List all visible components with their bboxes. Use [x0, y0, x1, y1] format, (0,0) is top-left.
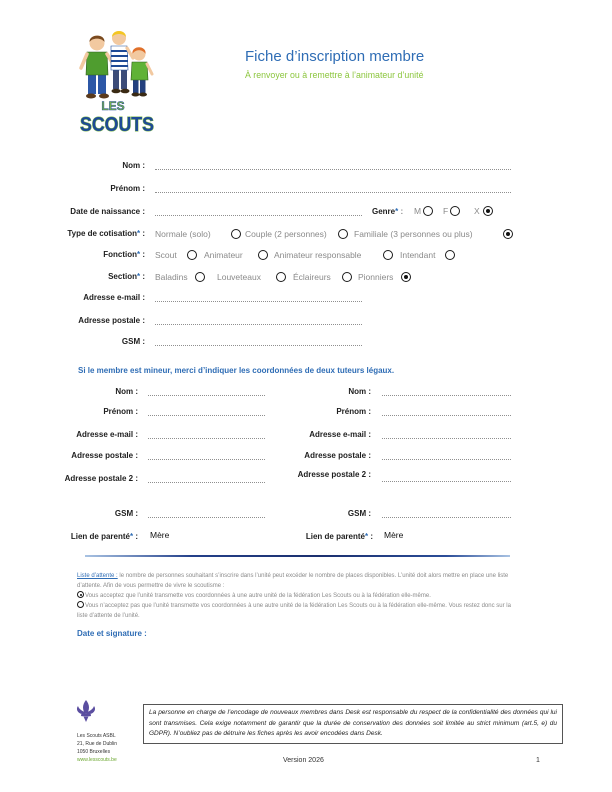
contribution-option-couple-label: Couple (2 personnes) [245, 229, 327, 239]
waiting-list-text: le nombre de personnes souhaitant s’inscrire dans l’unité peut excéder le nombre de places disponibles. L’unité doit alors mettre en place une liste d’attente. Afin de vous permettre de vivre le scoutisme : [77, 573, 509, 589]
guardian-2-first-name-field[interactable] [382, 406, 511, 416]
waiting-list-refuse-radio[interactable] [77, 601, 84, 608]
section-option-pionniers-label: Pionniers [358, 272, 394, 282]
function-option-leader-label: Animateur [204, 250, 243, 260]
label-colon: : [140, 229, 145, 238]
function-option-scout-radio[interactable] [187, 250, 197, 260]
guardian-2-phone-field[interactable] [382, 508, 511, 518]
fleur-de-lis-icon [73, 698, 99, 724]
logo-les-text: LES [101, 99, 125, 113]
guardian-2-address-field[interactable] [382, 450, 511, 460]
page-number: 1 [536, 757, 540, 764]
member-first-name-label: Prénom : [110, 184, 145, 193]
member-email-field[interactable] [155, 292, 362, 302]
gender-option-x-label: X [474, 206, 480, 216]
waiting-list-option-refuse [77, 601, 514, 621]
les-scouts-logo [77, 28, 157, 136]
contribution-option-family-label: Familiale (3 personnes ou plus) [354, 229, 473, 239]
guardian-1-first-name-field[interactable] [148, 406, 265, 416]
section-option-pionniers-radio[interactable] [401, 272, 411, 282]
signature-label: Date et signature : [77, 629, 147, 638]
member-first-name-field[interactable] [155, 183, 511, 193]
guardian-1-email-label: Adresse e-mail : [76, 430, 138, 439]
footer-address [77, 732, 117, 764]
kids-illustration [81, 31, 152, 99]
gender-option-x-radio[interactable] [483, 206, 493, 216]
waiting-list-accept-radio[interactable] [77, 591, 84, 598]
guardian-1-email-field[interactable] [148, 429, 265, 439]
guardian-2-address2-field[interactable] [382, 472, 511, 482]
member-phone-label: GSM : [121, 337, 145, 346]
section-divider [85, 555, 510, 557]
member-name-field[interactable] [155, 160, 511, 170]
guardian-2-email-label: Adresse e-mail : [309, 430, 371, 439]
section-option-eclaireurs-label: Éclaireurs [293, 272, 331, 282]
relation-label-text: Lien de parenté [70, 532, 130, 541]
footer-street: 21, Rue de Dublin [77, 741, 118, 747]
guardian-1-first-name-label: Prénom : [103, 407, 138, 416]
guardian-1-address-field[interactable] [148, 450, 265, 460]
member-phone-field[interactable] [155, 336, 362, 346]
function-option-scout-label: Scout [155, 250, 177, 260]
guardian-1-relation-value[interactable]: Mère [150, 530, 170, 540]
contribution-option-couple-radio[interactable] [338, 229, 348, 239]
function-option-head-leader-radio[interactable] [383, 250, 393, 260]
required-asterisk: * [395, 207, 399, 216]
privacy-notice: La personne en charge de l’encodage de nouveaux membres dans Desk est responsable du respect de la confidentialité des données qui lui sont transmises. Cela exige notamment de garantir que la durée de conservation des données soit limitée au strict minimum (art.5, e) du GDPR). N’oubliez pas de détruire les fiches après les avoir encodées dans Desk. [143, 704, 563, 744]
guardian-2-address-label: Adresse postale : [304, 451, 371, 460]
function-label-text: Fonction [103, 250, 137, 259]
guardian-2-name-field[interactable] [382, 386, 511, 396]
gender-label [372, 207, 403, 217]
contribution-option-family-radio[interactable] [503, 229, 513, 239]
section-option-louveteaux-label: Louveteaux [217, 272, 261, 282]
guardian-2-relation-value[interactable]: Mère [384, 530, 404, 540]
gender-label-text: Genre [372, 207, 396, 216]
waiting-list-accept-label: Vous acceptez que l’unité transmette vos coordonnées à une autre unité de la fédération Les Scouts ou à la fédération elle-même. [85, 593, 431, 599]
relation-label-text: Lien de parenté [305, 532, 365, 541]
guardian-1-name-label: Nom : [115, 387, 138, 396]
label-colon: : [133, 532, 138, 541]
label-colon: : [140, 250, 145, 259]
document-version: Version 2026 [283, 757, 324, 764]
required-asterisk: * [136, 229, 141, 238]
gender-option-m-label: M [414, 206, 422, 216]
guardian-1-name-field[interactable] [148, 386, 265, 396]
member-email-label: Adresse e-mail : [83, 293, 145, 302]
guardian-2-phone-label: GSM : [347, 509, 371, 518]
guardian-2-relation-label [306, 532, 373, 542]
waiting-list-title: Liste d’attente : [77, 573, 118, 579]
gender-option-f-label: F [443, 206, 449, 216]
guardian-2-email-field[interactable] [382, 429, 511, 439]
footer-website-link[interactable]: www.lesscouts.be [77, 757, 117, 763]
gender-option-m-radio[interactable] [423, 206, 433, 216]
form-title: Fiche d’inscription membre [245, 48, 425, 65]
waiting-list-option-accept [77, 591, 514, 601]
guardian-2-first-name-label: Prénom : [336, 407, 371, 416]
required-asterisk: * [136, 272, 141, 281]
guardian-2-name-label: Nom : [348, 387, 371, 396]
label-colon: : [140, 272, 145, 281]
waiting-list-intro [77, 571, 514, 591]
contribution-label-text: Type de cotisation [67, 229, 137, 238]
guardian-1-relation-label [71, 532, 138, 542]
section-option-baladins-label: Baladins [155, 272, 188, 282]
contribution-label [67, 229, 145, 239]
function-label [103, 250, 145, 260]
birth-date-label: Date de naissance : [70, 207, 145, 216]
section-label-text: Section [108, 272, 137, 281]
contribution-option-normal-radio[interactable] [231, 229, 241, 239]
member-address-field[interactable] [155, 315, 362, 325]
guardian-1-address2-label: Adresse postale 2 : [64, 474, 138, 483]
member-name-label: Nom : [122, 161, 145, 170]
waiting-list-block [77, 571, 514, 621]
contribution-option-normal-label: Normale (solo) [155, 229, 211, 239]
section-option-baladins-radio[interactable] [195, 272, 205, 282]
function-option-leader-radio[interactable] [258, 250, 268, 260]
guardians-heading: Si le membre est mineur, merci d’indiquer les coordonnées de deux tuteurs légaux. [78, 366, 395, 375]
birth-date-field[interactable] [155, 206, 362, 216]
guardian-1-address2-field[interactable] [148, 473, 265, 483]
waiting-list-refuse-label: Vous n’acceptez pas que l’unité transmette vos coordonnées à une autre unité de la fédération Les Scouts ou à la fédération elle-même. Vous restez donc sur la liste d’attente de l’unité. [77, 603, 511, 619]
section-label [108, 272, 145, 282]
logo-scouts-text: SCOUTS [80, 114, 154, 136]
function-option-steward-label: Intendant [400, 250, 436, 260]
guardian-2-address2-label: Adresse postale 2 : [297, 470, 371, 479]
footer-org: Les Scouts ASBL [77, 733, 116, 739]
member-address-label: Adresse postale : [78, 316, 145, 325]
guardian-1-phone-label: GSM : [114, 509, 138, 518]
required-asterisk: * [129, 532, 134, 541]
label-colon: : [368, 532, 373, 541]
form-subtitle: À renvoyer ou à remettre à l’animateur d’unité [245, 70, 424, 80]
section-option-eclaireurs-radio[interactable] [342, 272, 352, 282]
footer-city: 1050 Bruxelles [77, 749, 111, 755]
required-asterisk: * [136, 250, 141, 259]
function-option-steward-radio[interactable] [445, 250, 455, 260]
label-colon: : [398, 207, 404, 216]
guardian-1-phone-field[interactable] [148, 508, 265, 518]
guardian-1-address-label: Adresse postale : [71, 451, 138, 460]
gender-option-f-radio[interactable] [450, 206, 460, 216]
function-option-head-leader-label: Animateur responsable [274, 250, 362, 260]
required-asterisk: * [364, 532, 369, 541]
section-option-louveteaux-radio[interactable] [276, 272, 286, 282]
